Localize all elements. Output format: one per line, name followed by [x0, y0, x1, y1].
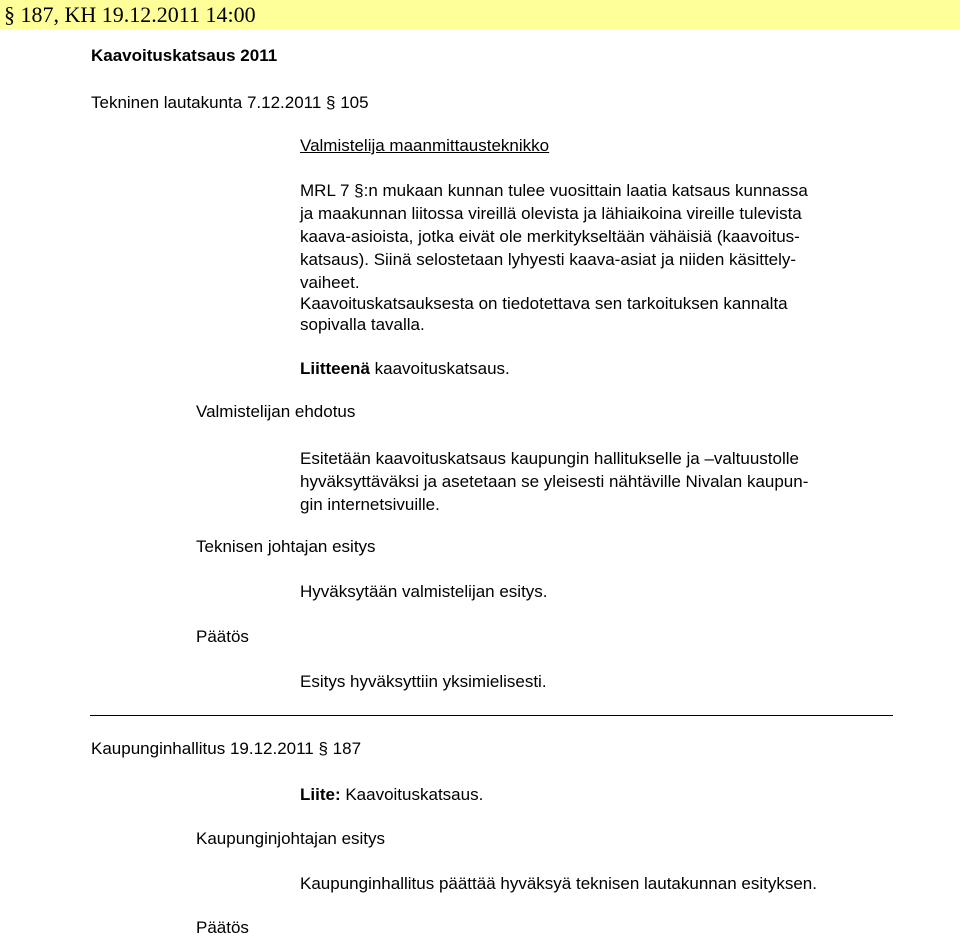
preparer-proposal-label: Valmistelijan ehdotus [196, 402, 356, 421]
body-line: sopivalla tavalla. [300, 315, 425, 334]
body-line: vaiheet. [300, 273, 360, 292]
body-line: ja maakunnan liitossa vireillä olevista ja lähiaikoina vireille tulevista [300, 204, 802, 223]
attachment-note [300, 358, 510, 380]
section-header-bar [0, 0, 960, 29]
tech-director-label: Teknisen johtajan esitys [196, 537, 376, 556]
city-manager-text: Kaupunginhallitus päättää hyväksyä teknisen lautakunnan esityksen. [300, 874, 817, 893]
proposal-line: Esitetään kaavoituskatsaus kaupungin hallitukselle ja –valtuustolle [300, 449, 799, 468]
council-reference: Kaupunginhallitus 19.12.2011 § 187 [91, 739, 362, 758]
city-manager-label: Kaupunginjohtajan esitys [196, 829, 386, 848]
section-header-text: § 187, KH 19.12.2011 14:00 [4, 2, 256, 27]
body-line: MRL 7 §:n mukaan kunnan tulee vuosittain laatia katsaus kunnassa [300, 181, 808, 200]
tech-director-text: Hyväksytään valmistelijan esitys. [300, 582, 548, 601]
attachment-label: Liite: [300, 785, 341, 804]
decision-text: Esitys hyväksyttiin yksimielisesti. [300, 672, 547, 691]
attachment-label: Liitteenä [300, 359, 370, 378]
body-line: kaava-asioista, jotka eivät ole merkitykseltään vähäisiä (kaavoitus- [300, 227, 800, 246]
proposal-line: hyväksyttäväksi ja asetetaan se yleisesti nähtäville Nivalan kaupun- [300, 472, 809, 491]
attachment-text: kaavoituskatsaus. [369, 359, 510, 378]
document-title: Kaavoituskatsaus 2011 [91, 46, 278, 65]
preparer-line: Valmistelija maanmittausteknikko [300, 136, 550, 155]
section-divider [90, 715, 893, 716]
body-line: Kaavoituskatsauksesta on tiedotettava sen tarkoituksen kannalta [300, 294, 788, 313]
attachment-note [300, 784, 483, 806]
proposal-line: gin internetsivuille. [300, 495, 440, 514]
attachment-text: Kaavoituskatsaus. [340, 785, 484, 804]
board-reference: Tekninen lautakunta 7.12.2011 § 105 [91, 93, 369, 112]
decision-label: Päätös [196, 627, 249, 646]
body-line: katsaus). Siinä selostetaan lyhyesti kaava-asiat ja niiden käsittely- [300, 250, 797, 269]
decision-label: Päätös [196, 918, 249, 937]
